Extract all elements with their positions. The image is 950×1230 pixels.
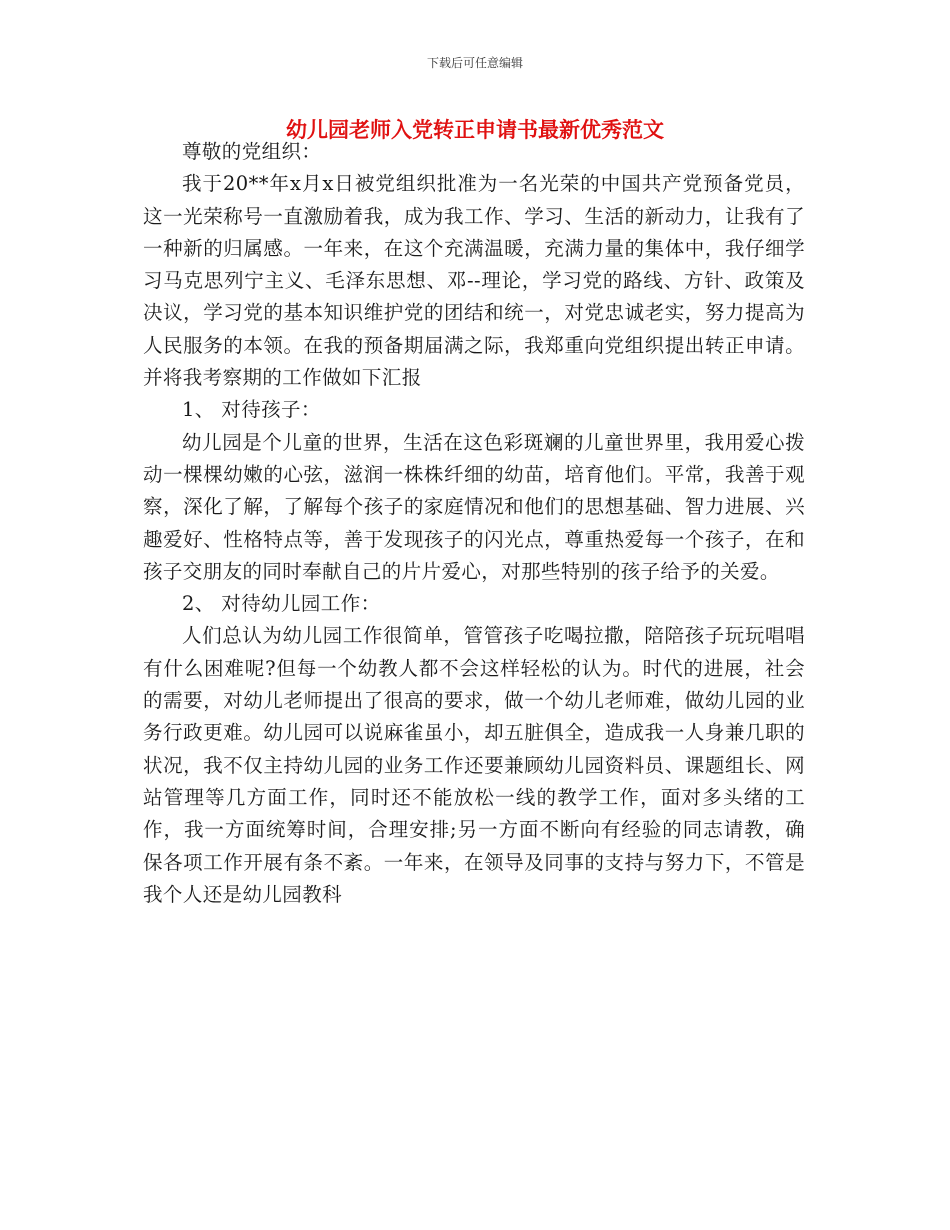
paragraph-children: 幼儿园是个儿童的世界，生活在这色彩斑斓的儿童世界里，我用爱心拨动一棵棵幼嫩的心弦，滋润一株株纤细的幼苗，培育他们。平常，我善于观察，深化了解，了解每个孩子的家庭情况和他们的思想基础、智力进展、兴趣爱好、性格特点等，善于发现孩子的闪光点，尊重热爱每一个孩子，在和孩子交朋友的同时奉献自己的片片爱心，对那些特别的孩子给予的关爱。: [143, 430, 805, 583]
salutation: 尊敬的党组织：: [182, 140, 322, 163]
section-heading-children: 1、 对待孩子：: [182, 398, 321, 422]
paragraph-intro: 我于20**年x月x日被党组织批准为一名光荣的中国共产党预备党员，这一光荣称号一直激励着我，成为我工作、学习、生活的新动力，让我有了一种新的归属感。一年来，在这个充满温暖，充满力量的集体中，我仔细学习马克思列宁主义、毛泽东思想、邓--理论，学习党的路线、方针、政策及决议，学习党的基本知识维护党的团结和统一，对党忠诚老实，努力提高为人民服务的本领。在我的预备期届满之际，我郑重向党组织提出转正申请。并将我考察期的工作做如下汇报: [143, 172, 805, 390]
section-heading-work: 2、 对待幼儿园工作：: [182, 592, 381, 616]
document-body: [143, 136, 805, 911]
paragraph-work: 人们总认为幼儿园工作很简单，管管孩子吃喝拉撒，陪陪孩子玩玩唱唱有什么困难呢?但每一个幼教人都不会这样轻松的认为。时代的进展，社会的需要，对幼儿老师提出了很高的要求，做一个幼儿老师难，做幼儿园的业务行政更难。幼儿园可以说麻雀虽小，却五脏俱全，造成我一人身兼几职的状况，我不仅主持幼儿园的业务工作还要兼顾幼儿园资料员、课题组长、网站管理等几方面工作，同时还不能放松一线的教学工作，面对多头绪的工作，我一方面统筹时间，合理安排;另一方面不断向有经验的同志请教，确保各项工作开展有条不紊。一年来，在领导及同事的支持与努力下，不管是我个人还是幼儿园教科: [143, 624, 805, 906]
document-title: 幼儿园老师入党转正申请书最新优秀范文: [286, 117, 664, 142]
header-note: 下载后可任意编辑: [426, 56, 523, 70]
